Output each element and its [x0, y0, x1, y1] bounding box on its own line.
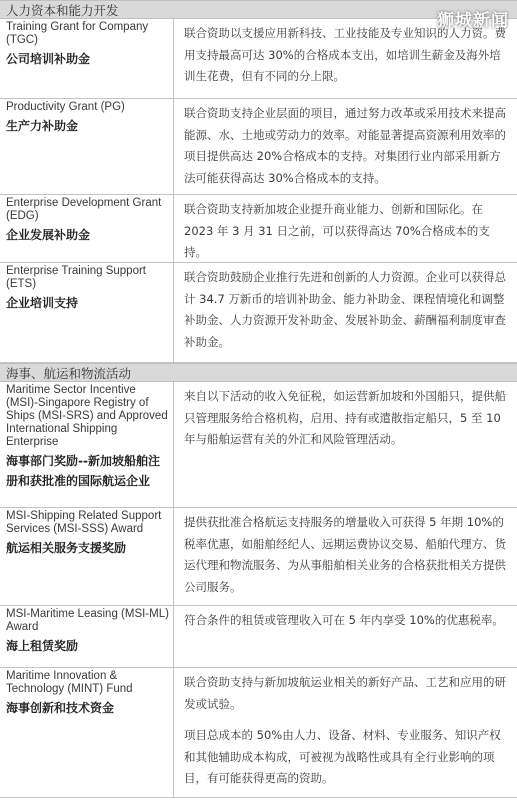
scheme-name-zh: 企业发展补助金 [6, 228, 91, 242]
scheme-name-zh: 海事部门奖励--新加坡船舶注册和获批准的国际航运企业 [6, 454, 160, 488]
scheme-name-en: MSI-Shipping Related Support Services (MSI-SSS) Award [6, 510, 162, 535]
section-header-maritime: 海事、航运和物流活动 [0, 363, 517, 382]
scheme-description: 提供获批准合格航运支持服务的增量收入可获得 5 年期 10%的税率优惠，如船舶经纪人、远期运费协议交易、船舶代理方、货运代理和物流服务、为从事船舶相关业务的合格获批相关方提供公司服务。 [184, 515, 506, 594]
scheme-name-en: Enterprise Training Support (ETS) [6, 265, 146, 290]
scheme-name-en: Maritime Innovation & Technology (MINT) Fund [6, 670, 133, 695]
scheme-description: 符合条件的租赁或管理收入可在 5 年内享受 10%的优惠税率。 [184, 613, 504, 627]
scheme-name-en: Productivity Grant (PG) [6, 101, 125, 113]
section-header-human-capital: 人力资本和能力开发 [0, 0, 517, 19]
scheme-name-zh: 海上租赁奖励 [6, 639, 79, 653]
scheme-description: 联合资助支持企业层面的项目，通过努力改革或采用技术来提高能源、水、土地或劳动力的效率。对能显著提高资源利用效率的项目提供高达 20%合格成本的支持。对集团行业内部采用新方法可能获得高达 30%合格成本的支持。 [184, 106, 506, 185]
scheme-description: 联合资助以支援应用新科技、工业技能及专业知识的人力资。费用支持最高可达 30%的合格成本支出，如培训生薪金及海外培训生花费，但有不同的分上限。 [184, 26, 506, 83]
scheme-description-cell [174, 606, 517, 667]
table-row [0, 99, 517, 195]
scheme-description-cell [174, 99, 517, 194]
scheme-description-cell [174, 195, 517, 262]
scheme-description: 联合资助支持新加坡企业提升商业能力、创新和国际化。在 2023 年 3 月 31 日之前，可以获得高达 70%合格成本的支持。 [184, 202, 490, 259]
table-row [0, 668, 517, 798]
scheme-name-cell [0, 19, 174, 98]
scheme-name-cell [0, 99, 174, 194]
scheme-name-zh: 生产力补助金 [6, 119, 79, 133]
scheme-name-en: Enterprise Development Grant (EDG) [6, 197, 162, 222]
scheme-description: 联合资助支持与新加坡航运业相关的新好产品、工艺和应用的研发或试验。 [184, 675, 506, 711]
scheme-name-cell [0, 195, 174, 262]
scheme-description-cell [174, 508, 517, 605]
scheme-name-cell [0, 606, 174, 667]
scheme-description: 来自以下活动的收入免征税，如运营新加坡和外国船只，提供船只管理服务给合格机构，启用、持有或遣散指定船只，5 至 10 年与船舶运营有关的外汇和风险管理活动。 [184, 389, 506, 446]
scheme-name-zh: 海事创新和技术资金 [6, 701, 115, 715]
scheme-description-cell [174, 668, 517, 797]
scheme-name-zh: 航运相关服务支援奖励 [6, 541, 127, 555]
table-row [0, 263, 517, 363]
watermark-logo: 狮城新闻 [437, 11, 509, 31]
scheme-name-en: Maritime Sector Incentive (MSI)-Singapore Registry of Ships (MSI-SRS) and Approved International Shipping Enterprise [6, 384, 168, 448]
scheme-description-cell [174, 263, 517, 362]
scheme-name-cell [0, 668, 174, 797]
scheme-name-zh: 企业培训支持 [6, 296, 79, 310]
table-row [0, 382, 517, 508]
scheme-name-cell [0, 382, 174, 507]
scheme-name-cell [0, 508, 174, 605]
table-row [0, 508, 517, 606]
scheme-description: 联合资助鼓励企业推行先进和创新的人力资源。企业可以获得总计 34.7 万新币的培训补助金、能力补助金、课程情境化和调整补助金、人力资源开发补助金、发展补助金、薪酬福利制度审查补助金。 [184, 270, 506, 349]
scheme-name-en: MSI-Maritime Leasing (MSI-ML) Award [6, 608, 169, 633]
scheme-name-cell [0, 263, 174, 362]
table-row [0, 19, 517, 99]
scheme-description-cell [174, 382, 517, 507]
scheme-name-zh: 公司培训补助金 [6, 52, 91, 66]
table-row [0, 195, 517, 263]
scheme-name-en: Training Grant for Company (TGC) [6, 21, 149, 46]
scheme-description: 项目总成本的 50%由人力、设备、材料、专业服务、知识产权和其他辅助成本构成，可被视为战略性或具有全行业影响的项目，有可能获得更高的资助。 [184, 728, 501, 785]
table-row [0, 606, 517, 668]
